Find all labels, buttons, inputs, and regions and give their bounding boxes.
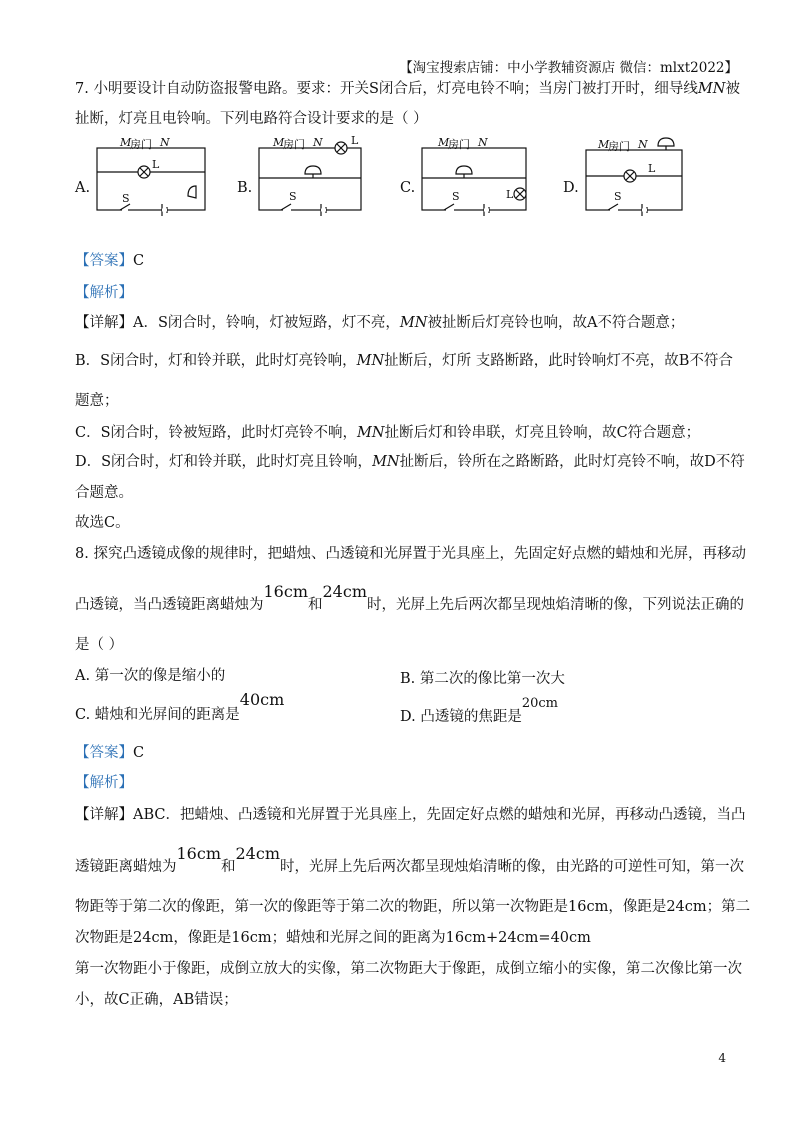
q7-answer <box>75 252 144 270</box>
q8-option-c-text: C. 蜡烛和光屏间的距离是 <box>75 707 240 723</box>
q8-detail-4: 次物距是24cm，像距是16cm；蜡烛和光屏之间的距离为16cm+24cm=40cm <box>75 930 591 946</box>
q7-text-1b: 被 <box>725 81 740 97</box>
detail-a-mn: MN <box>399 315 428 331</box>
answer-value: C <box>133 745 145 761</box>
circuit-a-door: 房门 <box>130 138 152 151</box>
q8-option-d-text: D. 凸透镜的焦距是 <box>400 709 522 725</box>
circuit-b-lamp: L <box>351 134 359 147</box>
circuit-diagram-c <box>418 132 533 216</box>
answer-tag: 【答案】 <box>75 745 133 761</box>
header-note: 【淘宝搜索店铺：中小学教辅资源店 微信：mlxt2022】 <box>399 60 738 76</box>
q8-line3: 是（ ） <box>75 637 124 653</box>
q8-option-b: B. 第二次的像比第一次大 <box>400 671 565 687</box>
circuit-c-m: M <box>438 136 450 149</box>
circuit-a-n: N <box>160 136 170 149</box>
q7-mn: MN <box>697 81 726 97</box>
q7-line1 <box>75 80 740 98</box>
detail-d-post: 扯断后，铃所在之路断路，此时灯亮铃不响，故D不符 <box>399 454 745 470</box>
circuit-c-door: 房门 <box>448 138 470 151</box>
q7-line2: 扯断，灯亮且电铃响。下列电路符合设计要求的是（ ） <box>75 111 428 127</box>
circuit-c-lamp: L <box>506 188 514 201</box>
q8-detail-2-v2: 24cm <box>235 844 280 863</box>
q8-detail-5: 第一次物距小于像距，成倒立放大的实像，第二次物距大于像距，成倒立缩小的实像，第二次像比第一次 <box>75 961 742 977</box>
circuit-diagram-b <box>255 130 370 216</box>
detail-b-post: 扯断后，灯所 支路断路，此时铃响灯不亮，故B不符合 <box>384 353 733 369</box>
q7-number: 7. <box>75 81 89 97</box>
q8-detail-2-post: 时，光屏上先后两次都呈现烛焰清晰的像，由光路的可逆性可知，第一次 <box>280 859 744 875</box>
circuit-b-m: M <box>273 136 285 149</box>
circuit-d-switch: S <box>614 190 622 203</box>
q8-detail-2-v1: 16cm <box>176 844 221 863</box>
detail-a-text: A．S闭合时，铃响，灯被短路，灯不亮， <box>133 315 400 331</box>
detail-tag: 【详解】 <box>75 315 133 331</box>
circuit-d-m: M <box>598 138 610 151</box>
q7-detail-b <box>75 352 733 370</box>
q7-conclusion: 故选C。 <box>75 515 130 531</box>
page-number: 4 <box>718 1051 726 1065</box>
detail-c-text: C．S闭合时，铃被短路，此时灯亮铃不响， <box>75 425 358 441</box>
q7-option-a-label: A. <box>75 180 91 196</box>
circuit-c-n: N <box>478 136 488 149</box>
q8-option-d-value: 20cm <box>521 696 558 711</box>
circuit-b-switch: S <box>289 190 297 203</box>
detail-b-text: B．S闭合时，灯和铃并联，此时灯亮铃响， <box>75 353 357 369</box>
q7-option-c-label: C. <box>400 180 416 196</box>
circuit-a-lamp: L <box>152 158 160 171</box>
detail-c-post: 扯断后灯和铃串联，灯亮且铃响，故C符合题意； <box>384 425 701 441</box>
q7-detail-c <box>75 424 700 442</box>
circuit-diagram-a <box>92 136 212 216</box>
q7-detail-b-cont: 题意； <box>75 393 119 409</box>
q8-detail-2-pre: 透镜距离蜡烛为 <box>75 859 177 875</box>
circuit-a-switch: S <box>122 192 130 205</box>
circuit-d-n: N <box>638 138 648 151</box>
q8-line2-post: 时，光屏上先后两次都呈现烛焰清晰的像，下列说法正确的 <box>367 597 744 613</box>
q8-v1: 16cm <box>263 582 308 601</box>
q8-line2 <box>75 582 744 614</box>
q7-analysis-tag: 【解析】 <box>75 285 133 301</box>
q8-detail-3: 物距等于第二次的像距，第一次的像距等于第二次的物距，所以第一次物距是16cm，像距是24cm；第二 <box>75 899 751 915</box>
circuit-diagram-d <box>582 134 692 216</box>
circuit-a-m: M <box>120 136 132 149</box>
q8-analysis-tag: 【解析】 <box>75 775 133 791</box>
detail-d-text: D．S闭合时，灯和铃并联，此时灯亮且铃响， <box>75 454 373 470</box>
q8-detail-2 <box>75 844 744 876</box>
detail-a-post: 被扯断后灯亮铃也响，故A不符合题意； <box>427 315 685 331</box>
answer-value: C <box>133 253 145 269</box>
circuit-b-door: 房门 <box>283 138 305 151</box>
detail-tag: 【详解】 <box>75 807 133 823</box>
circuit-d-lamp: L <box>648 162 656 175</box>
q8-detail-1-text: ABC．把蜡烛、凸透镜和光屏置于光具座上，先固定好点燃的蜡烛和光屏，再移动凸透镜，当凸 <box>133 807 746 823</box>
q8-option-d <box>400 696 558 726</box>
q8-detail-2-and: 和 <box>221 859 236 875</box>
q8-detail-1 <box>75 806 746 824</box>
detail-b-mn: MN <box>356 353 385 369</box>
q8-answer <box>75 744 144 762</box>
q8-line2-pre: 凸透镜，当凸透镜距离蜡烛为 <box>75 597 264 613</box>
q8-option-c-value: 40cm <box>239 690 285 709</box>
q7-option-b-label: B. <box>237 180 253 196</box>
circuit-b-n: N <box>313 136 323 149</box>
q8-and: 和 <box>308 597 323 613</box>
q7-option-d-label: D. <box>563 180 579 196</box>
q8-v2: 24cm <box>322 582 367 601</box>
q8-line1: 8. 探究凸透镜成像的规律时，把蜡烛、凸透镜和光屏置于光具座上，先固定好点燃的蜡烛和光屏，再移动 <box>75 546 746 562</box>
circuit-d-door: 房门 <box>608 140 630 153</box>
detail-d-mn: MN <box>372 454 400 470</box>
q8-detail-6: 小，故C正确，AB错误； <box>75 992 238 1008</box>
answer-tag: 【答案】 <box>75 253 133 269</box>
q8-option-a: A. 第一次的像是缩小的 <box>75 668 226 684</box>
q7-text-1: 小明要设计自动防盗报警电路。要求：开关S闭合后，灯亮电铃不响；当房门被打开时，细导线 <box>93 81 698 97</box>
q8-option-c <box>75 690 285 724</box>
q7-detail-d-cont: 合题意。 <box>75 485 133 501</box>
detail-c-mn: MN <box>357 425 385 441</box>
q7-detail-d <box>75 453 745 471</box>
q7-detail-a <box>75 314 684 332</box>
circuit-c-switch: S <box>452 190 460 203</box>
